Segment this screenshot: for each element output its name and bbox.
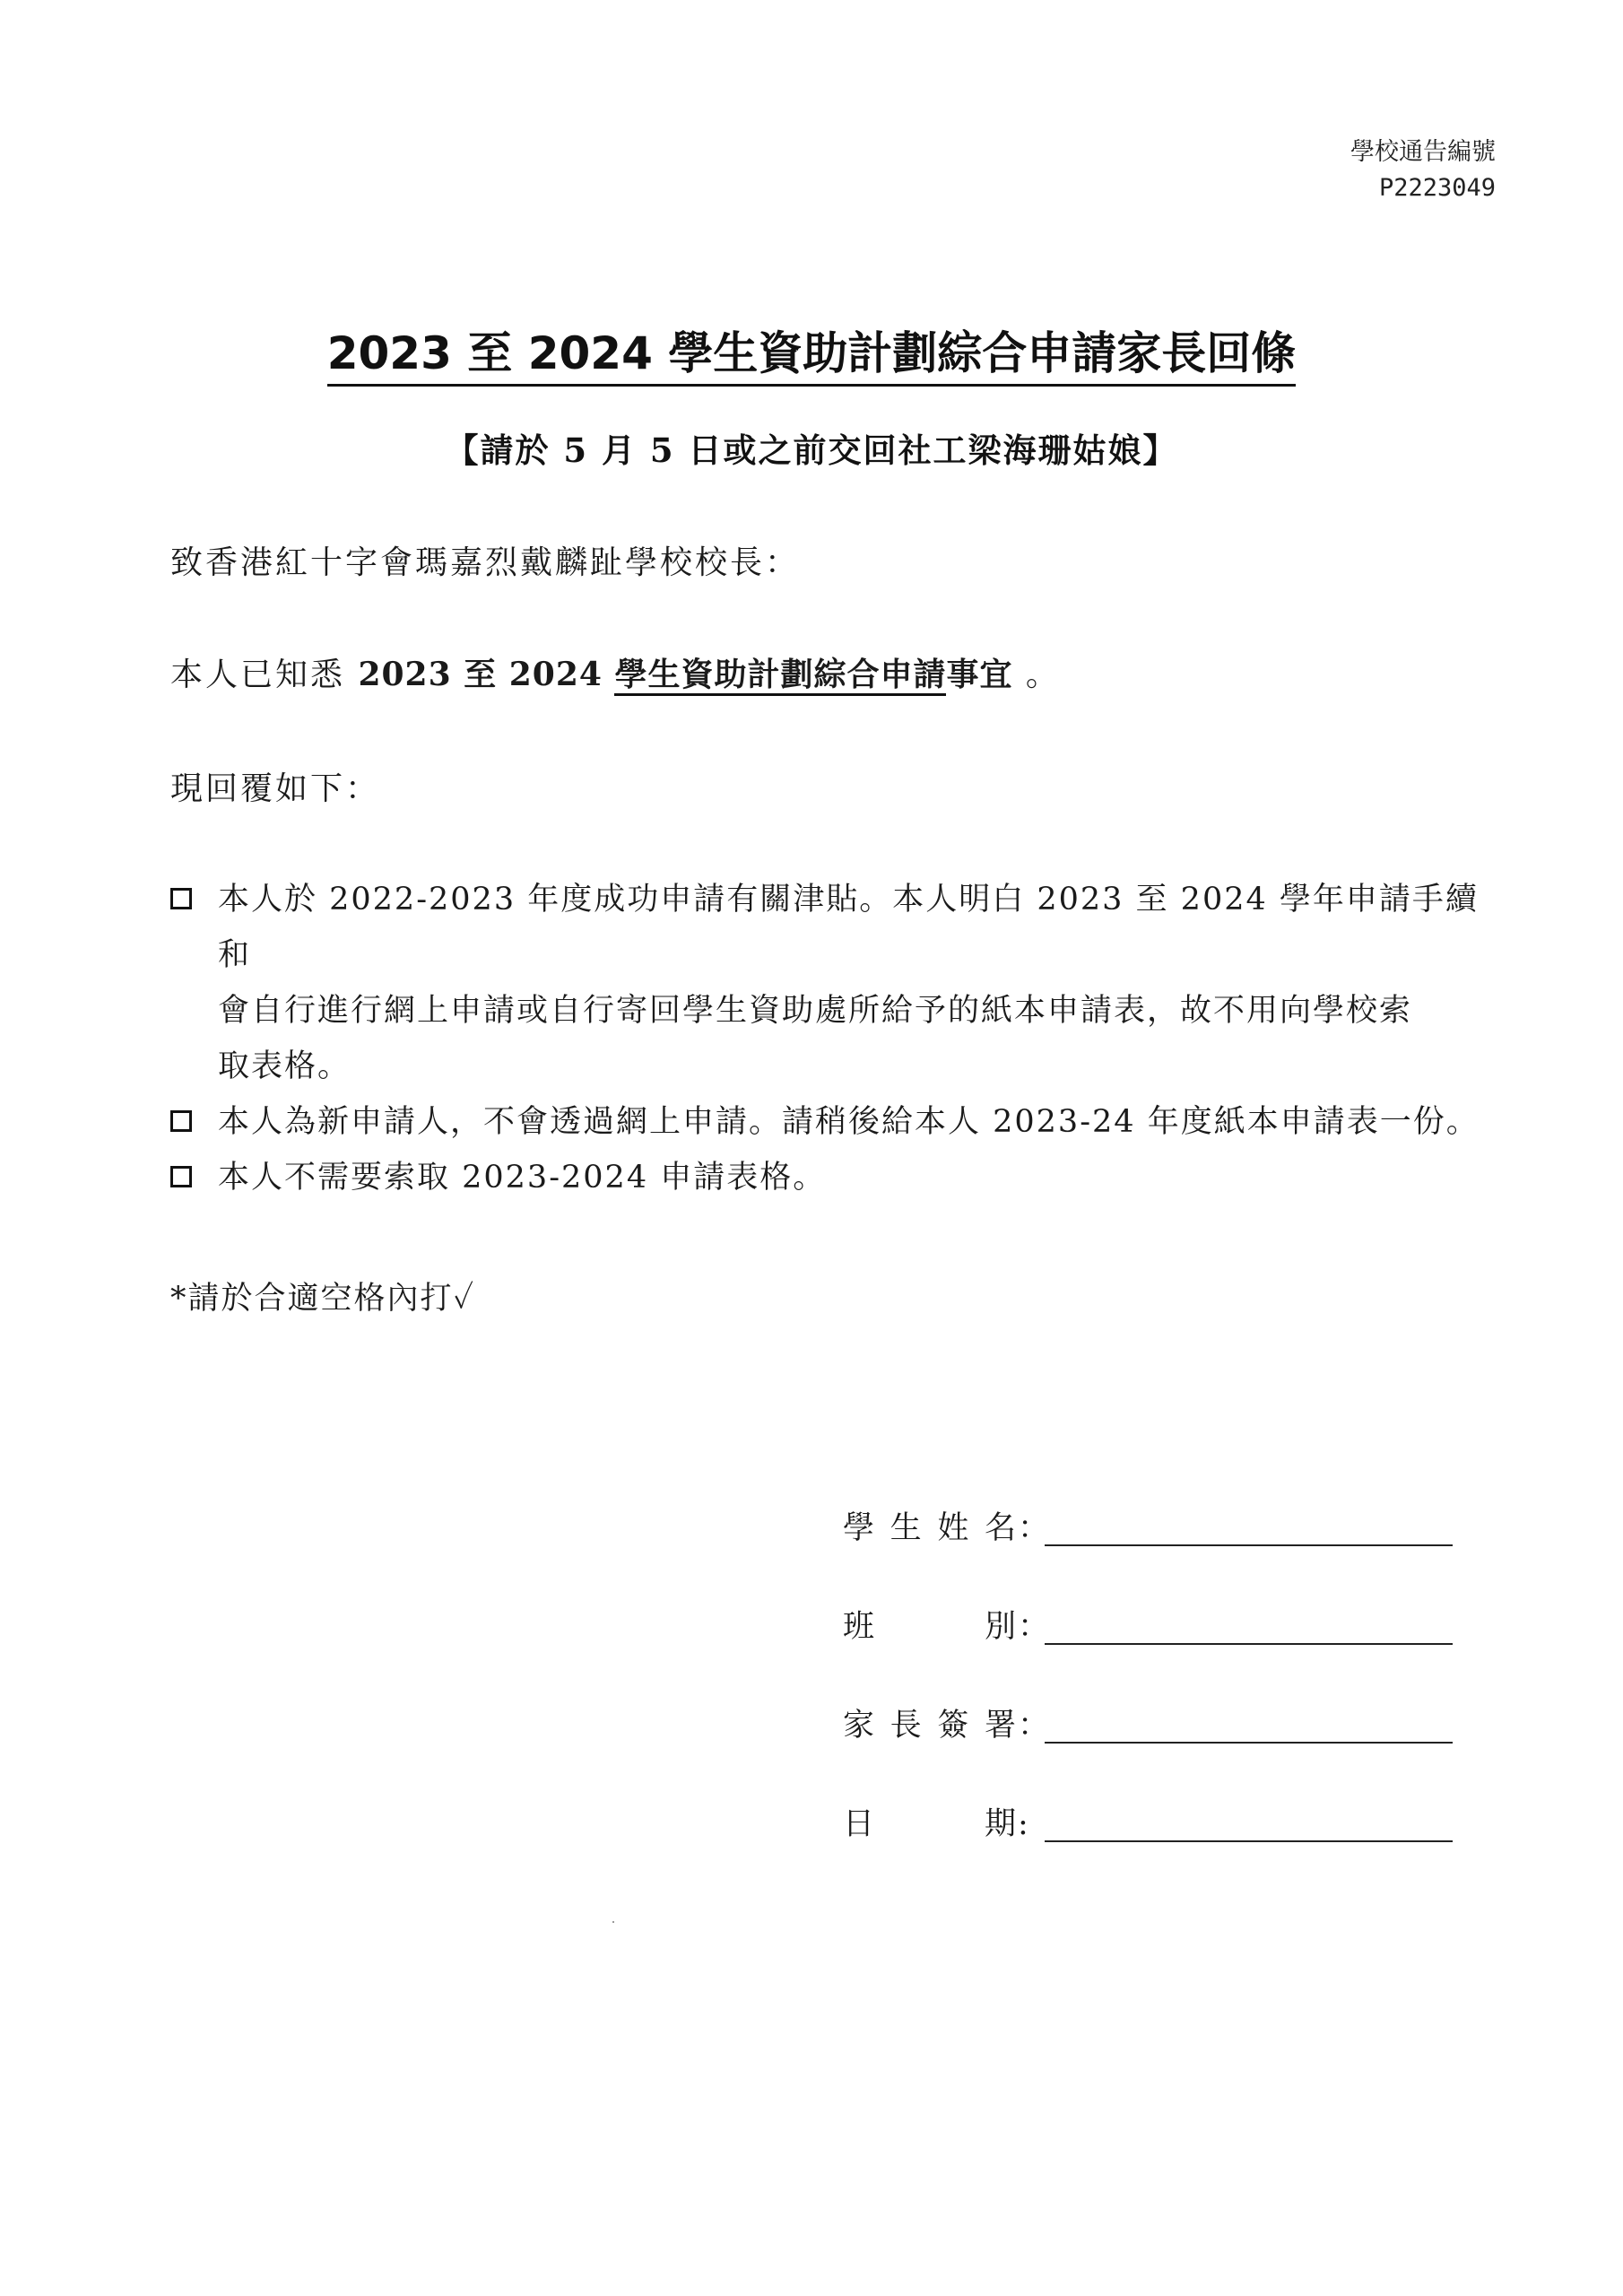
checkbox-option-2[interactable]: [170, 1110, 192, 1132]
checkbox-option-1[interactable]: [170, 888, 192, 909]
scan-speck: [612, 1921, 614, 1923]
notice-label: 學校通告編號: [1350, 138, 1496, 166]
checkbox-option-3[interactable]: [170, 1166, 192, 1187]
student-name-line[interactable]: [1045, 1509, 1453, 1546]
option-1-line-2: 會自行進行網上申請或自行寄回學生資助處所給予的紙本申請表，故不用向學校索: [218, 993, 1413, 1029]
option-new-applicant: [170, 1094, 1488, 1150]
ack-subject: 學生資助計劃綜合申請: [614, 656, 946, 696]
document-title-wrap: [0, 325, 1623, 387]
option-existing-applicant: [170, 872, 1488, 1094]
field-date: [843, 1747, 1453, 1846]
notice-reference: [1350, 135, 1496, 206]
salutation: 致香港紅十字會瑪嘉烈戴麟趾學校校長：: [170, 544, 801, 581]
signature-fields: [843, 1451, 1453, 1846]
ack-prefix: 本人已知悉: [170, 657, 359, 693]
field-colon: ：: [1018, 1609, 1050, 1645]
ack-years: 2023 至 2024: [358, 656, 615, 693]
ack-end: 。: [1012, 657, 1061, 693]
option-1-line-1: 本人於 2022-2023 年度成功申請有關津貼。本人明白 2023 至 2024 學年申請手續和: [218, 882, 1479, 973]
field-label-student-name: 學生姓名: [843, 1510, 1018, 1546]
option-1-line-3: 取表格。: [218, 1048, 352, 1084]
ack-suffix: 事宜: [946, 656, 1013, 693]
acknowledgement: [170, 653, 1061, 697]
notice-code: P2223049: [1378, 174, 1496, 202]
tick-instruction: *請於合適空格內打✓: [170, 1281, 476, 1317]
field-label-date: 日期: [843, 1806, 1018, 1842]
field-class: [843, 1550, 1453, 1648]
field-student-name: [843, 1451, 1453, 1550]
field-label-parent-signature: 家長簽署: [843, 1708, 1018, 1744]
field-colon: ：: [1018, 1510, 1050, 1546]
options-list: [170, 872, 1488, 1205]
option-3-line-1: 本人不需要索取 2023-2024 申請表格。: [218, 1160, 827, 1196]
field-colon: :: [1018, 1806, 1028, 1842]
field-label-class: 班別: [843, 1609, 1018, 1645]
class-line[interactable]: [1045, 1607, 1453, 1645]
document-title: 2023 至 2024 學生資助計劃綜合申請家長回條: [327, 325, 1297, 387]
parent-signature-line[interactable]: [1045, 1706, 1453, 1744]
reply-intro: 現回覆如下：: [170, 770, 381, 807]
date-line[interactable]: [1045, 1805, 1453, 1842]
field-colon: ：: [1018, 1708, 1050, 1744]
option-2-line-1: 本人為新申請人，不會透過網上申請。請稍後給本人 2023-24 年度紙本申請表一份。: [218, 1104, 1480, 1140]
field-parent-signature: [843, 1648, 1453, 1747]
deadline-notice: 【請於 5 月 5 日或之前交回社工梁海珊姑娘】: [445, 430, 1178, 470]
option-no-form-needed: [170, 1150, 1488, 1205]
